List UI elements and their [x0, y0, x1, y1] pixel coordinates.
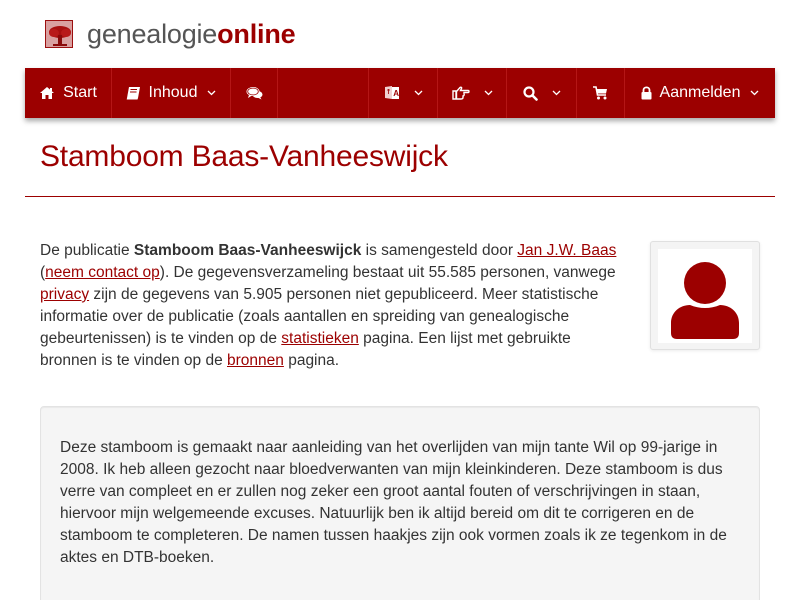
intro-text: zijn de gegevens van 5.905 personen niet gepubliceerd. Meer statistische informatie over de publicatie (zoals aantallen en spreiding van genealogische gebeurtenissen) is te vinden op de — [40, 286, 599, 347]
publication-note-card — [40, 406, 760, 600]
publication-note-text: Deze stamboom is gemaakt naar aanleiding van het overlijden van mijn tante Wil op 99-jarige in 2008. Ik heb alleen gezocht naar bloedverwanten van mijn kleinkinderen. Deze stamboom is dus verre van compleet en er zullen nog zeker een groot aantal fouten of verschrijvingen in staan, hiervoor mijn welgemeende excuses. Natuurlijk ben ik altijd bereid om dit te corrigeren en de stamboom te completeren. De namen tussen haakjes zijn ook vormen zoals ik ze tegenkom in de aktes en DTB-boeken. — [60, 439, 727, 566]
intro-text: pagina. Een lijst met gebruikte bronnen is te vinden op de — [40, 330, 571, 369]
user-icon — [658, 249, 752, 343]
intro-text: ). De gegevensverzameling bestaat uit 55.585 personen, vanwege — [159, 264, 616, 281]
intro-text: De publicatie — [40, 242, 134, 259]
site-name — [87, 18, 295, 50]
nav-login[interactable] — [625, 68, 775, 118]
site-name-part2: online — [217, 19, 296, 49]
intro-text: is samengesteld door — [361, 242, 518, 259]
nav-start[interactable] — [25, 68, 112, 118]
chevron-down-icon — [414, 90, 423, 96]
chevron-down-icon — [552, 90, 561, 96]
nav-cart[interactable] — [577, 68, 625, 118]
book-icon — [126, 86, 141, 100]
nav-login-label: Aanmelden — [659, 84, 741, 101]
nav-forum[interactable] — [231, 68, 278, 118]
privacy-link[interactable]: privacy — [40, 286, 90, 303]
svg-text:A: A — [392, 89, 399, 98]
nav-start-label: Start — [63, 84, 97, 101]
publication-intro — [40, 240, 620, 372]
chevron-down-icon — [207, 90, 216, 96]
main-navbar — [25, 68, 775, 118]
lock-icon — [641, 86, 652, 100]
tree-icon — [45, 20, 73, 48]
publication-name: Stamboom Baas-Vanheeswijck — [133, 242, 362, 259]
nav-search[interactable] — [507, 68, 577, 118]
statistics-link[interactable]: statistieken — [281, 330, 359, 347]
nav-language[interactable] — [368, 68, 438, 118]
sources-link[interactable]: bronnen — [227, 352, 284, 369]
nav-inhoud-label: Inhoud — [148, 84, 198, 101]
language-icon — [384, 85, 400, 101]
nav-actions[interactable] — [438, 68, 507, 118]
title-divider — [25, 196, 775, 197]
brand[interactable] — [45, 18, 295, 50]
nav-inhoud[interactable] — [112, 68, 231, 118]
author-avatar[interactable] — [650, 241, 760, 350]
chevron-down-icon — [750, 90, 759, 96]
page-title: Stamboom Baas-Vanheeswijck — [40, 140, 448, 173]
comments-icon — [246, 86, 263, 100]
search-icon — [523, 86, 538, 101]
contact-link[interactable]: neem contact op — [45, 264, 160, 281]
home-icon — [39, 86, 55, 100]
site-name-part1: genealogie — [87, 19, 218, 49]
pointing-hand-icon — [452, 86, 470, 100]
intro-text: pagina. — [283, 352, 340, 369]
chevron-down-icon — [484, 90, 493, 96]
author-link[interactable]: Jan J.W. Baas — [517, 242, 617, 259]
cart-icon — [593, 86, 608, 100]
intro-text: ( — [40, 264, 46, 281]
